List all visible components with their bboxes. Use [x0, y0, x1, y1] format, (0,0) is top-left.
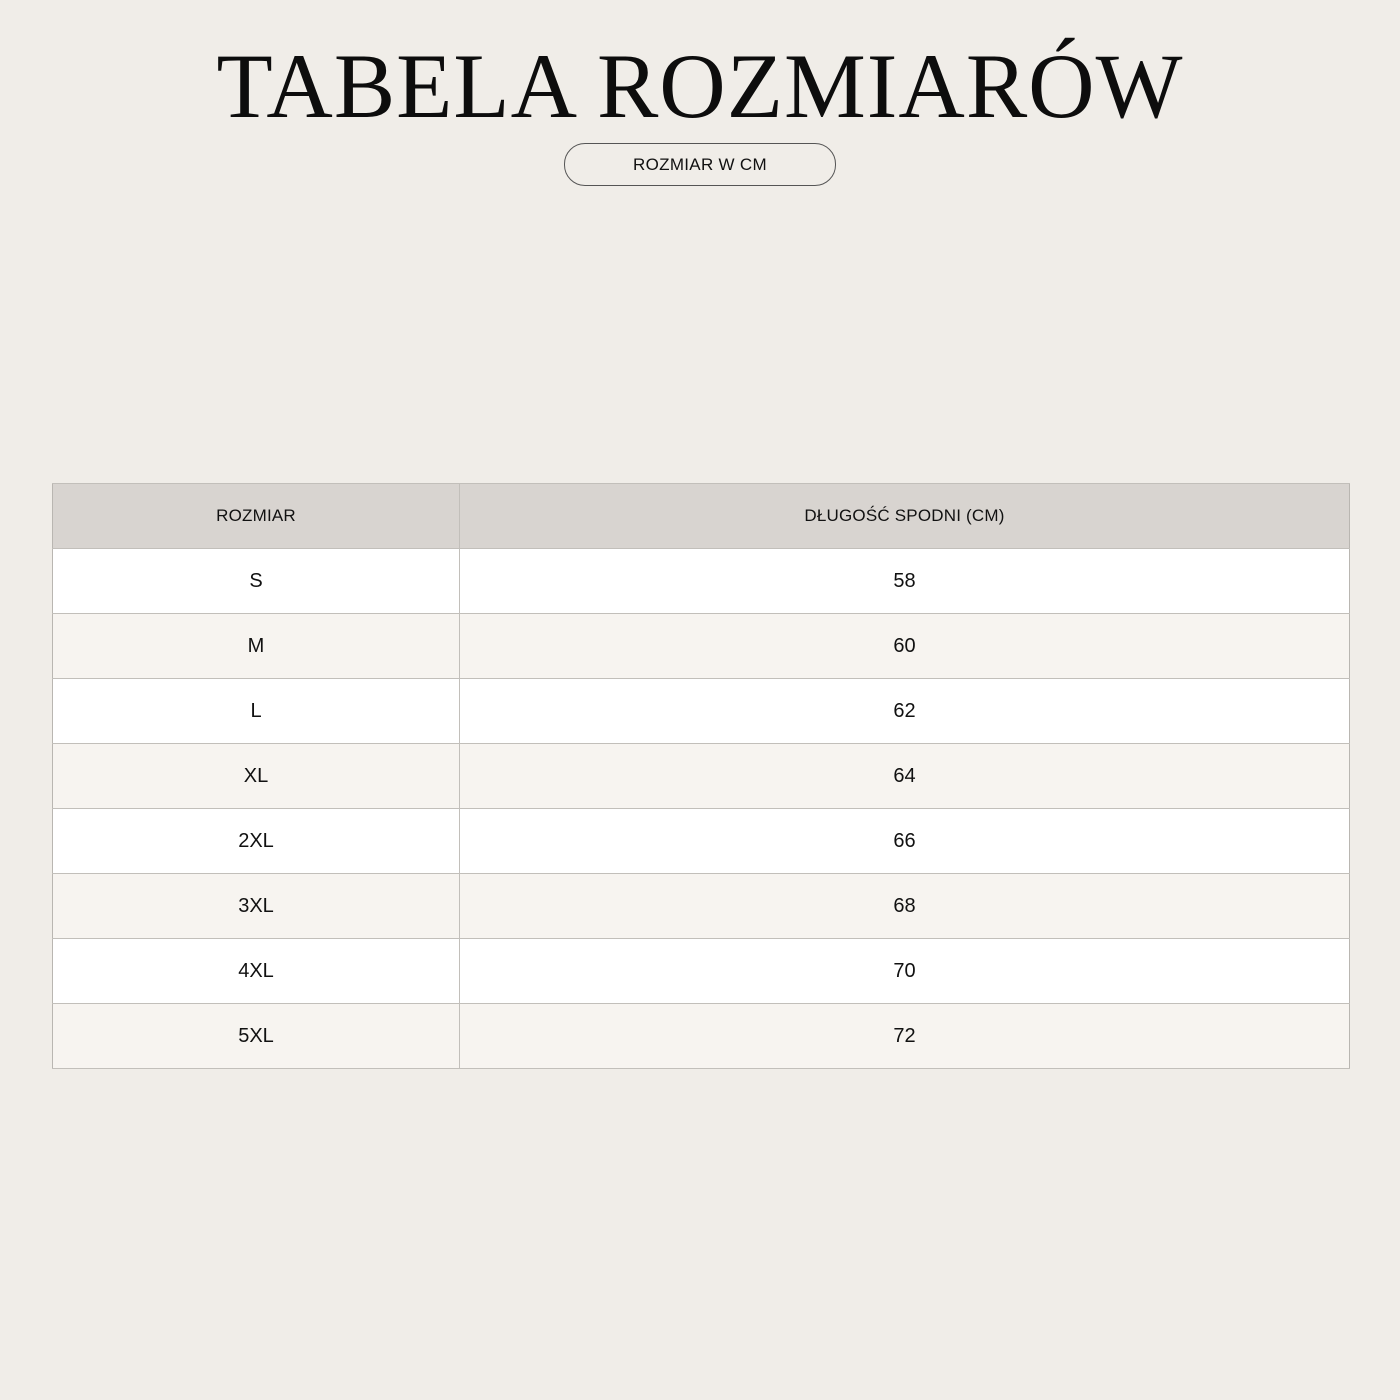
- column-header-length: DŁUGOŚĆ SPODNI (CM): [460, 484, 1350, 549]
- size-cell: XL: [53, 744, 460, 809]
- table-row: [53, 939, 1350, 1004]
- length-cell: 64: [460, 744, 1350, 809]
- page-title: TABELA ROZMIARÓW: [216, 35, 1184, 137]
- length-cell: 66: [460, 809, 1350, 874]
- length-cell: 60: [460, 614, 1350, 679]
- size-cell: L: [53, 679, 460, 744]
- size-cell: M: [53, 614, 460, 679]
- length-cell: 58: [460, 549, 1350, 614]
- table-row: [53, 549, 1350, 614]
- table-row: [53, 679, 1350, 744]
- size-cell: 4XL: [53, 939, 460, 1004]
- column-header-size: ROZMIAR: [53, 484, 460, 549]
- table-row: [53, 1004, 1350, 1069]
- unit-badge: [564, 143, 836, 186]
- size-cell: 5XL: [53, 1004, 460, 1069]
- length-cell: 62: [460, 679, 1350, 744]
- table-row: [53, 874, 1350, 939]
- length-cell: 68: [460, 874, 1350, 939]
- size-cell: 3XL: [53, 874, 460, 939]
- table-row: [53, 744, 1350, 809]
- table-header-row: [53, 484, 1350, 549]
- length-cell: 72: [460, 1004, 1350, 1069]
- unit-badge-label: ROZMIAR W CM: [633, 154, 767, 174]
- size-table: [52, 483, 1350, 1069]
- length-cell: 70: [460, 939, 1350, 1004]
- size-cell: S: [53, 549, 460, 614]
- table-row: [53, 614, 1350, 679]
- size-cell: 2XL: [53, 809, 460, 874]
- table-row: [53, 809, 1350, 874]
